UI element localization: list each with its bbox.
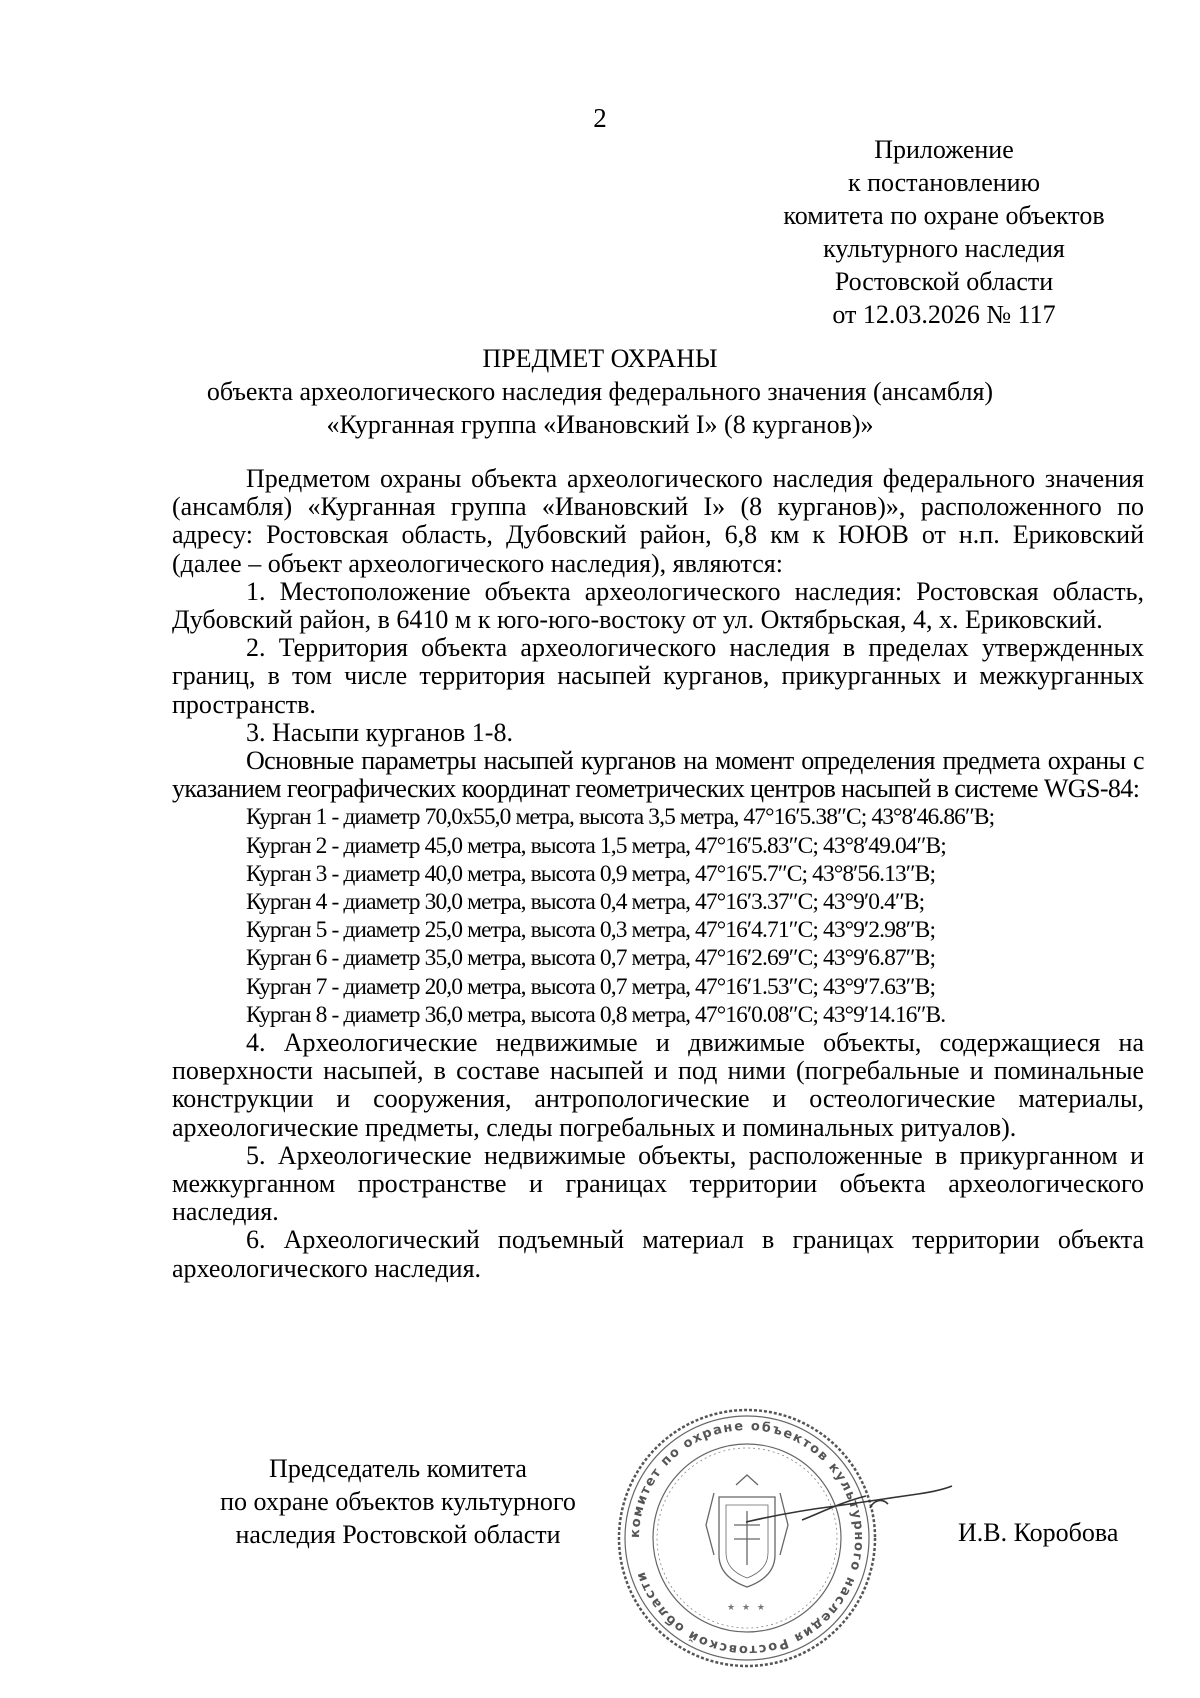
svg-text:★ ★ ★: ★ ★ ★ bbox=[727, 1603, 767, 1613]
item-immovable-objects: 5. Археологические недвижимые объекты, расположенные в прикурганном и межкурганном пространстве и границах территории объекта археологического наследия. bbox=[172, 1140, 1144, 1227]
item-surface-material: 6. Археологический подъемный материал в границах территории объекта археологического наследия. bbox=[172, 1225, 1144, 1283]
appendix-line: Приложение bbox=[874, 135, 1014, 164]
kurgan-row: Курган 3 - диаметр 40,0 метра, высота 0,9 метра, 47°16′5.7″С; 43°8′56.13″В; bbox=[246, 860, 936, 887]
signatory-position-line: наследия Ростовской области bbox=[235, 1520, 561, 1549]
document-title: ПРЕДМЕТ ОХРАНЫ bbox=[482, 344, 718, 373]
document-body bbox=[172, 465, 1144, 1283]
appendix-line: Ростовской области bbox=[834, 267, 1054, 296]
kurgan-row: Курган 7 - диаметр 20,0 метра, высота 0,7 метра, 47°16′1.53″С; 43°9′7.63″В; bbox=[246, 973, 936, 1000]
signatory-position-line: Председатель комитета bbox=[269, 1454, 527, 1483]
handwritten-signature bbox=[742, 1480, 958, 1540]
item-location: 1. Местоположение объекта археологического наследия: Ростовская область, Дубовский район, в 6410 м к юго-юго-востоку от ул. Октябрьская, 4, х. Ериковский. bbox=[172, 576, 1144, 635]
appendix-line: культурного наследия bbox=[823, 234, 1065, 263]
kurgan-row: Курган 2 - диаметр 45,0 метра, высота 1,5 метра, 47°16′5.83″С; 43°8′49.04″В; bbox=[246, 832, 946, 859]
item-territory: 2. Территория объекта археологического наследия в пределах утвержденных границ, в том числе территория насыпей курганов, прикурганных и межкурганных пространств. bbox=[172, 633, 1144, 719]
seal-text: комитет по охране объектов культурного наследия Ростовской области bbox=[627, 1418, 867, 1658]
document-title-block bbox=[0, 342, 1200, 441]
kurgan-row: Курган 8 - диаметр 36,0 метра, высота 0,8 метра, 47°16′0.08″С; 43°9′14.16″В. bbox=[246, 1001, 946, 1028]
appendix-date-number: от 12.03.2026 № 117 bbox=[832, 300, 1056, 329]
appendix-line: к постановлению bbox=[847, 168, 1041, 197]
page-number: 2 bbox=[593, 103, 607, 133]
signatory-position-line: по охране объектов культурного bbox=[220, 1487, 576, 1516]
signatory-position bbox=[188, 1452, 608, 1551]
item-archaeological-objects: 4. Археологические недвижимые и движимые объекты, содержащиеся на поверхности насыпей, в составе насыпей и под ними (погребальные и поминальные конструкции и сооружения, антропологические и остеологические материалы, археологические предметы, следы погребальных и поминальных ритуалов). bbox=[172, 1028, 1144, 1142]
document-subtitle: «Курганная группа «Ивановский I» (8 курганов)» bbox=[326, 410, 874, 439]
appendix-line: комитета по охране объектов bbox=[783, 201, 1105, 230]
signatory-name: И.В. Коробова bbox=[958, 1518, 1119, 1547]
parameters-paragraph: Основные параметры насыпей курганов на момент определения предмета охраны с указанием географических координат геометрических центров насыпей в системе WGS-84: bbox=[172, 746, 1144, 804]
kurgan-row: Курган 5 - диаметр 25,0 метра, высота 0,3 метра, 47°16′4.71″С; 43°9′2.98″В; bbox=[246, 917, 936, 944]
kurgan-row: Курган 4 - диаметр 30,0 метра, высота 0,4 метра, 47°16′3.37″С; 43°9′0.4″В; bbox=[246, 889, 925, 916]
appendix-header bbox=[758, 133, 1130, 331]
intro-paragraph: Предметом охраны объекта археологического наследия федерального значения (ансамбля) «Курганная группа «Ивановский I» (8 курганов)», расположенного по адресу: Ростовская область, Дубовский район, 6,8 км к ЮЮВ от н.п. Ериковский (далее – объект археологического наследия), являются: bbox=[172, 464, 1144, 578]
kurgan-list bbox=[172, 803, 1144, 1029]
document-subtitle: объекта археологического наследия федерального значения (ансамбля) bbox=[206, 377, 994, 406]
item-mounds: 3. Насыпи курганов 1-8. bbox=[246, 717, 513, 747]
kurgan-row: Курган 1 - диаметр 70,0х55,0 метра, высота 3,5 метра, 47°16′5.38″С; 43°8′46.86″В; bbox=[246, 804, 995, 831]
kurgan-row: Курган 6 - диаметр 35,0 метра, высота 0,7 метра, 47°16′2.69″С; 43°9′6.87″В; bbox=[246, 945, 936, 972]
